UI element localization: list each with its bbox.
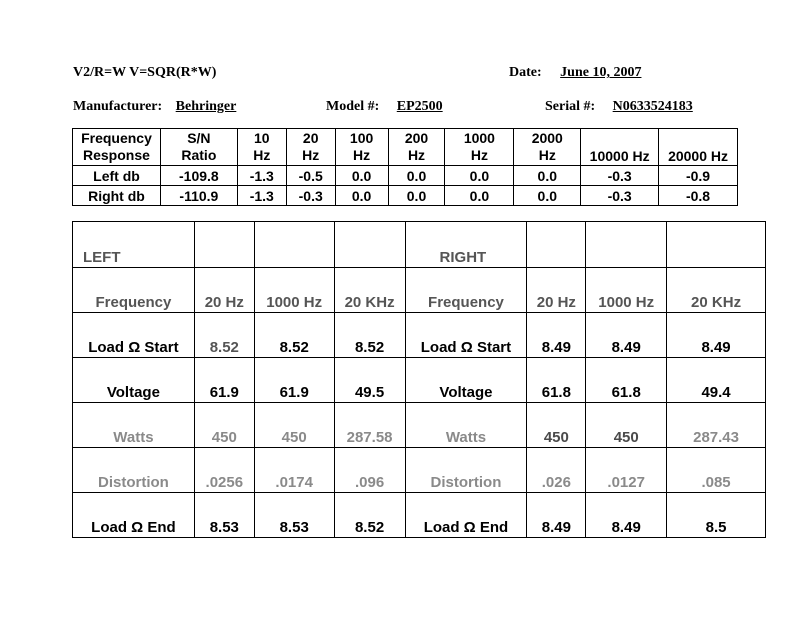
table-cell: 61.9 (194, 358, 254, 403)
table-cell: .096 (334, 448, 405, 493)
row-label: Left db (73, 166, 161, 186)
table-cell: 0.0 (514, 186, 581, 206)
row-label: Distortion (73, 448, 195, 493)
table-cell: 0.0 (445, 166, 514, 186)
model-value: EP2500 (396, 99, 443, 114)
table-cell: 61.8 (586, 358, 667, 403)
table-cell: -1.3 (237, 166, 286, 186)
table-cell: 0.0 (388, 186, 445, 206)
table-cell (254, 222, 334, 268)
table-cell: -0.8 (659, 186, 738, 206)
row-label: Frequency (405, 268, 527, 313)
table-cell (586, 222, 667, 268)
row-label: Load Ω Start (73, 313, 195, 358)
table-cell: 8.49 (586, 493, 667, 538)
header-cell: 100 Hz (335, 129, 388, 166)
table-cell: 8.49 (667, 313, 766, 358)
table-cell: 1000 Hz (254, 268, 334, 313)
table-cell (334, 222, 405, 268)
header-cell: 1000 Hz (445, 129, 514, 166)
table-cell: 0.0 (388, 166, 445, 186)
header-cell: 10000 Hz (581, 129, 659, 166)
table-cell (194, 222, 254, 268)
table-cell: 0.0 (445, 186, 514, 206)
row-label: Voltage (405, 358, 527, 403)
formula-text: V2/R=W V=SQR(R*W) (73, 65, 217, 80)
header-cell: 10 Hz (237, 129, 286, 166)
table-cell: 450 (527, 403, 586, 448)
date-line (509, 65, 651, 81)
table-cell: 61.9 (254, 358, 334, 403)
table-cell: -0.3 (581, 166, 659, 186)
table-cell: 49.5 (334, 358, 405, 403)
table-cell: 61.8 (527, 358, 586, 403)
table-cell: 8.52 (254, 313, 334, 358)
table-cell: 49.4 (667, 358, 766, 403)
table-cell: .026 (527, 448, 586, 493)
table-cell: 8.49 (527, 493, 586, 538)
header-cell: 200 Hz (388, 129, 445, 166)
model-label: Model #: (326, 99, 380, 114)
manufacturer-line (73, 99, 308, 115)
table-row (73, 493, 766, 538)
table-row (73, 313, 766, 358)
table-cell: -0.3 (286, 186, 335, 206)
table-cell: 8.52 (334, 493, 405, 538)
table-row (73, 403, 766, 448)
row-label: Watts (405, 403, 527, 448)
table-cell: 8.53 (254, 493, 334, 538)
table-cell (667, 222, 766, 268)
left-channel-title: LEFT (73, 222, 195, 268)
row-label: Load Ω End (73, 493, 195, 538)
header-cell: 2000 Hz (514, 129, 581, 166)
table-cell: 20 Hz (527, 268, 586, 313)
table-cell: 287.43 (667, 403, 766, 448)
table-cell: .0174 (254, 448, 334, 493)
row-label: Right db (73, 186, 161, 206)
table-cell: -0.9 (659, 166, 738, 186)
table-cell: 287.58 (334, 403, 405, 448)
table-cell: -1.3 (237, 186, 286, 206)
row-label: Load Ω Start (405, 313, 527, 358)
title-row (73, 222, 766, 268)
frequency-response-header-row (73, 129, 738, 166)
right-channel-title: RIGHT (405, 222, 527, 268)
table-row (73, 166, 738, 186)
table-cell: 450 (254, 403, 334, 448)
table-row (73, 186, 738, 206)
power-test-table (72, 221, 766, 538)
table-cell: 450 (194, 403, 254, 448)
row-label: Watts (73, 403, 195, 448)
table-cell: 8.52 (194, 313, 254, 358)
row-label: Frequency (73, 268, 195, 313)
table-cell: -0.5 (286, 166, 335, 186)
manufacturer-value: Behringer (175, 99, 237, 114)
row-label: Load Ω End (405, 493, 527, 538)
table-cell: -0.3 (581, 186, 659, 206)
table-cell: 20 KHz (667, 268, 766, 313)
table-cell: 1000 Hz (586, 268, 667, 313)
row-label: Distortion (405, 448, 527, 493)
table-cell: .085 (667, 448, 766, 493)
table-row (73, 268, 766, 313)
table-cell: 0.0 (335, 186, 388, 206)
table-cell: 8.52 (334, 313, 405, 358)
table-cell: -109.8 (160, 166, 237, 186)
table-cell (527, 222, 586, 268)
manufacturer-label: Manufacturer: (73, 99, 163, 114)
model-line (326, 99, 483, 115)
header-cell: S/N Ratio (160, 129, 237, 166)
row-label: Voltage (73, 358, 195, 403)
serial-label: Serial #: (545, 99, 596, 114)
table-cell: 8.5 (667, 493, 766, 538)
date-label: Date: (509, 65, 542, 80)
table-cell: 8.49 (527, 313, 586, 358)
table-cell: 8.49 (586, 313, 667, 358)
serial-line (545, 99, 705, 115)
table-cell: 0.0 (514, 166, 581, 186)
table-cell: 20 KHz (334, 268, 405, 313)
serial-value: N0633524183 (612, 99, 693, 114)
table-cell: 0.0 (335, 166, 388, 186)
table-row (73, 358, 766, 403)
table-cell: .0256 (194, 448, 254, 493)
frequency-response-table (72, 128, 738, 206)
table-cell: -110.9 (160, 186, 237, 206)
table-row (73, 448, 766, 493)
header-cell: 20000 Hz (659, 129, 738, 166)
table-cell: 450 (586, 403, 667, 448)
table-cell: .0127 (586, 448, 667, 493)
header-cell: Frequency Response (73, 129, 161, 166)
date-value: June 10, 2007 (560, 65, 642, 80)
header-cell: 20 Hz (286, 129, 335, 166)
table-cell: 8.53 (194, 493, 254, 538)
table-cell: 20 Hz (194, 268, 254, 313)
